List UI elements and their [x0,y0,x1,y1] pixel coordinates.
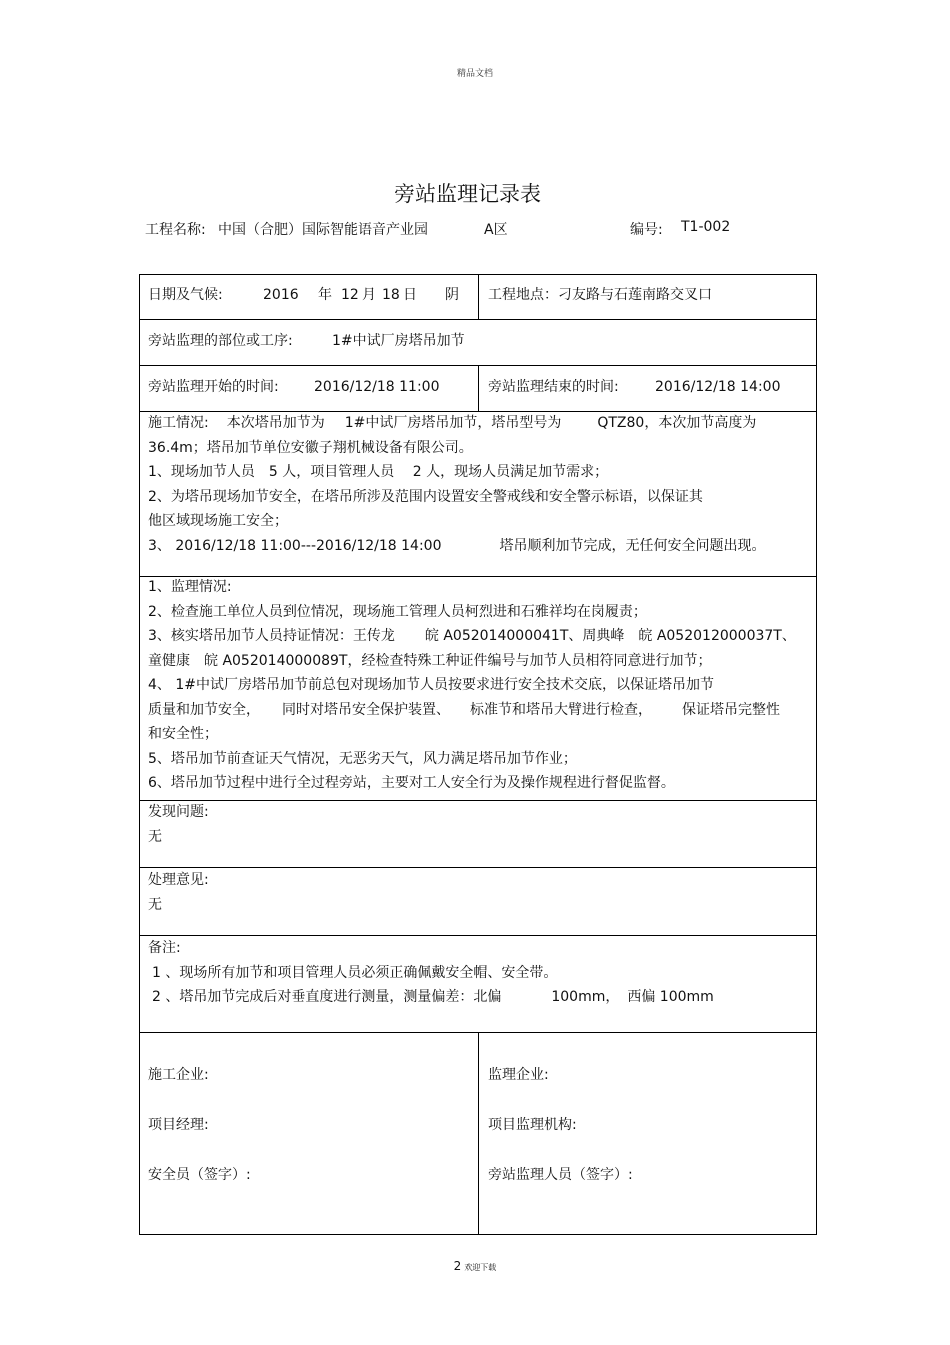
end-time-value: 2016/12/18 14:00 [655,379,781,395]
part-value: 1#中试厂房塔吊加节 [332,333,465,349]
supervision-line: 童健康 皖 A052014000089T，经检查特殊工种证件编号与加节人员相符同意进行加节； [148,652,712,669]
record-table [139,274,817,1235]
row-divider [140,319,816,320]
doc-number-label: 编号: [630,222,663,238]
column-divider [478,275,479,319]
date-month-unit: 月 [362,287,376,303]
row-divider [140,867,816,868]
construction-company-label: 施工企业: [148,1067,209,1083]
remarks-section [148,936,714,1010]
opinion-section [148,868,209,917]
remarks-text: 100mm， [551,989,620,1005]
supervisor-signature-label: 旁站监理人员（签字）: [488,1167,633,1183]
construction-text: QTZ80，本次加节高度为 [597,415,757,431]
column-divider [478,365,479,411]
construction-label: 施工情况: [148,415,209,431]
column-divider [478,1032,479,1235]
safety-officer-label: 安全员（签字）: [148,1167,251,1183]
supervision-line: 5、塔吊加节前查证天气情况，无恶劣天气，风力满足塔吊加节作业； [148,750,577,767]
supervision-line: 2、检查施工单位人员到位情况，现场施工管理人员柯烈进和石雅祥均在岗履责； [148,603,647,620]
supervision-text: 皖 A052014000041T、周典峰 [424,628,625,644]
supervision-text: 质量和加节安全， [148,701,260,718]
remarks-text: 2 、塔吊加节完成后对垂直度进行测量，测量偏差：北偏 [152,989,502,1005]
problems-label: 发现问题: [148,804,209,820]
construction-line: 1、现场加节人员 5 人，项目管理人员 2 人，现场人员满足加节需求； [148,464,609,480]
construction-result: 塔吊顺利加节完成，无任何安全问题出现。 [499,537,766,554]
page-footer [0,1259,950,1273]
construction-line: 2、为塔吊现场加节安全，在塔吊所涉及范围内设置安全警戒线和安全警示标语，以保证其 [148,488,703,505]
construction-time-range: 3、 2016/12/18 11:00---2016/12/18 14:00 [148,537,442,554]
start-time-label: 旁站监理开始的时间: [148,379,279,395]
doc-number-value: T1-002 [681,219,731,235]
supervision-company-label: 监理企业: [488,1067,549,1083]
project-area: A区 [484,222,508,238]
construction-text: 本次塔吊加节为 [226,415,325,431]
row-divider [140,800,816,801]
project-name-label: 工程名称: [145,222,206,238]
supervision-text: 标准节和塔吊大臂进行检查， [470,701,652,718]
supervision-text: 3、核实塔吊加节人员持证情况：王传龙 [148,628,395,644]
supervision-text: 保证塔吊完整性 [682,701,780,718]
opinion-label: 处理意见: [148,872,209,888]
page-number: 2 [453,1259,462,1273]
supervision-line: 4、 1#中试厂房塔吊加节前总包对现场加节人员按要求进行安全技术交底，以保证塔吊加节 [148,677,714,693]
supervision-line: 6、塔吊加节过程中进行全过程旁站，主要对工人安全行为及操作规程进行督促监督。 [148,775,675,791]
date-year: 2016 [263,287,299,303]
supervision-section [148,575,796,796]
footer-text: 欢迎下载 [464,1263,497,1272]
date-weather-label: 日期及气候: [148,287,223,303]
construction-text: 1#中试厂房塔吊加节，塔吊型号为 [344,415,562,431]
supervision-text: 皖 A052012000037T、 [638,628,796,644]
supervision-text: 同时对塔吊安全保护装置、 [282,701,450,718]
weather-value: 阴 [445,287,459,303]
remarks-line: 1 、现场所有加节和项目管理人员必须正确佩戴安全帽、安全带。 [152,964,558,981]
construction-section [148,411,766,558]
date-month: 12 [341,287,359,303]
opinion-value: 无 [148,896,162,913]
supervision-line: 1、监理情况: [148,579,232,595]
date-year-unit: 年 [318,287,332,303]
part-label: 旁站监理的部位或工序: [148,333,293,349]
project-name-value: 中国（合肥）国际智能语音产业园 [218,222,428,238]
construction-line: 他区域现场施工安全； [148,513,288,529]
end-time-label: 旁站监理结束的时间: [488,379,619,395]
supervision-org-label: 项目监理机构: [488,1117,577,1133]
project-manager-label: 项目经理: [148,1117,209,1133]
problems-value: 无 [148,828,162,845]
date-day-unit: 日 [403,287,417,303]
problems-section [148,800,209,849]
date-day: 18 [382,287,400,303]
start-time-value: 2016/12/18 11:00 [314,379,440,395]
header-note: 精品文档 [456,69,493,79]
remarks-text: 西偏 100mm [627,989,714,1005]
construction-line: 36.4m；塔吊加节单位安徽子翔机械设备有限公司。 [148,439,473,456]
page-title: 旁站监理记录表 [394,182,541,206]
supervision-line: 和安全性； [148,726,218,742]
project-location: 工程地点：刁友路与石莲南路交叉口 [488,287,712,303]
remarks-label: 备注: [148,940,181,956]
